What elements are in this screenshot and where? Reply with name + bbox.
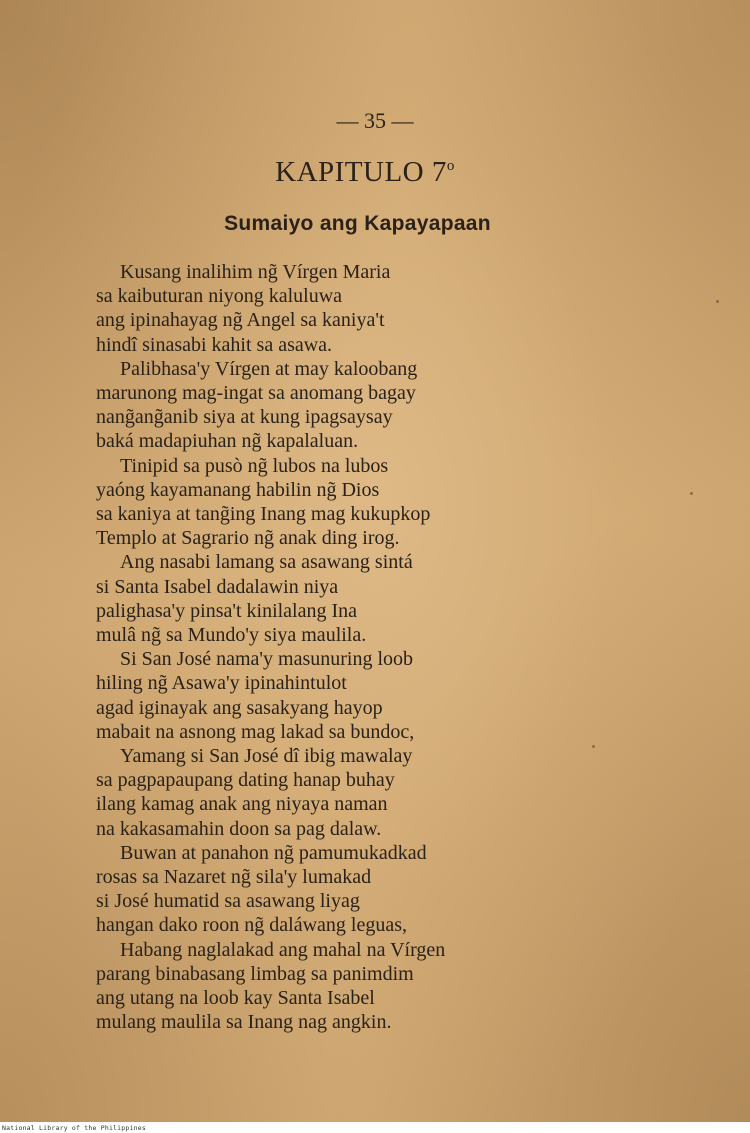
poem-line: yaóng kayamanang habilin ng̃ Dios <box>96 478 380 501</box>
poem-line: sa pagpapaupang dating hanap buhay <box>96 769 395 792</box>
poem-line: Si San José nama'y masunuring loob <box>120 648 414 671</box>
poem-line: Tinipid sa pusò ng̃ lubos na lubos <box>120 454 389 477</box>
chapter-title: Sumaiyo ang Kapayapaan <box>224 212 491 235</box>
poem-line: na kakasamahin doon sa pag dalaw. <box>96 817 382 840</box>
stanza <box>96 647 606 744</box>
poem-line: agad iginayak ang sasakyang hayop <box>96 696 383 719</box>
poem-line: baká madapiuhan ng̃ kapalaluan. <box>96 430 359 453</box>
poem-line: sa kaibuturan niyong kaluluwa <box>96 285 343 308</box>
stanza <box>96 938 606 1035</box>
page-number: — 35 — <box>336 108 414 133</box>
stanza <box>96 454 606 551</box>
poem-line: Palibhasa'y Vírgen at may kaloobang <box>120 357 418 380</box>
library-footer: National Library of the Philippines <box>2 1124 146 1132</box>
stanza <box>96 260 606 357</box>
poem-line: nang̃ang̃anib siya at kung ipagsaysay <box>96 406 393 429</box>
poem-body <box>96 260 606 1035</box>
poem-line: hindî sinasabi kahit sa asawa. <box>96 333 333 356</box>
poem-line: si José humatid sa asawang liyag <box>96 890 360 913</box>
poem-line: Ang nasabi lamang sa asawang sintá <box>120 551 413 574</box>
stanza <box>96 841 606 938</box>
poem-line: mulâ ng̃ sa Mundo'y siya maulila. <box>96 624 367 647</box>
poem-line: ilang kamag anak ang niyaya naman <box>96 793 388 816</box>
poem-line: sa kaniya at tang̃ing Inang mag kukupkop <box>96 503 431 526</box>
poem-line: parang binabasang limbag sa panimdim <box>96 962 414 985</box>
poem-line: ang ipinahayag ng̃ Angel sa kaniya't <box>96 309 385 332</box>
stanza <box>96 357 606 454</box>
poem-line: si Santa Isabel dadalawin niya <box>96 575 339 598</box>
stanza <box>96 550 606 647</box>
poem-line: mabait na asnong mag lakad sa bundoc, <box>96 720 415 743</box>
poem-line: Habang naglalakad ang mahal na Vírgen <box>120 938 446 961</box>
poem-line: hangan dako roon ng̃ daláwang leguas, <box>96 914 408 937</box>
chapter-ordinal: o <box>446 158 455 174</box>
poem-line: marunong mag-ingat sa anomang bagay <box>96 382 416 405</box>
poem-line: hiling ng̃ Asawa'y ipinahintulot <box>96 672 347 695</box>
poem-line: ang utang na loob kay Santa Isabel <box>96 987 375 1010</box>
paper-speck <box>716 300 719 303</box>
chapter-heading <box>0 156 730 189</box>
poem-line: Templo at Sagrario ng̃ anak ding irog. <box>96 527 400 550</box>
poem-line: Kusang inalihim ng̃ Vírgen Maria <box>120 261 391 283</box>
poem-line: Yamang si San José dî ibig mawalay <box>120 745 413 768</box>
poem-line: palighasa'y pinsa't kinilalang Ina <box>96 599 358 622</box>
chapter-label: KAPITULO 7 <box>275 156 447 188</box>
poem-line: Buwan at panahon ng̃ pamumukadkad <box>120 841 427 864</box>
paper-speck <box>690 492 693 495</box>
poem-line: mulang maulila sa Inang nag angkin. <box>96 1011 392 1034</box>
stanza <box>96 744 606 841</box>
poem-line: rosas sa Nazaret ng̃ sila'y lumakad <box>96 866 372 889</box>
